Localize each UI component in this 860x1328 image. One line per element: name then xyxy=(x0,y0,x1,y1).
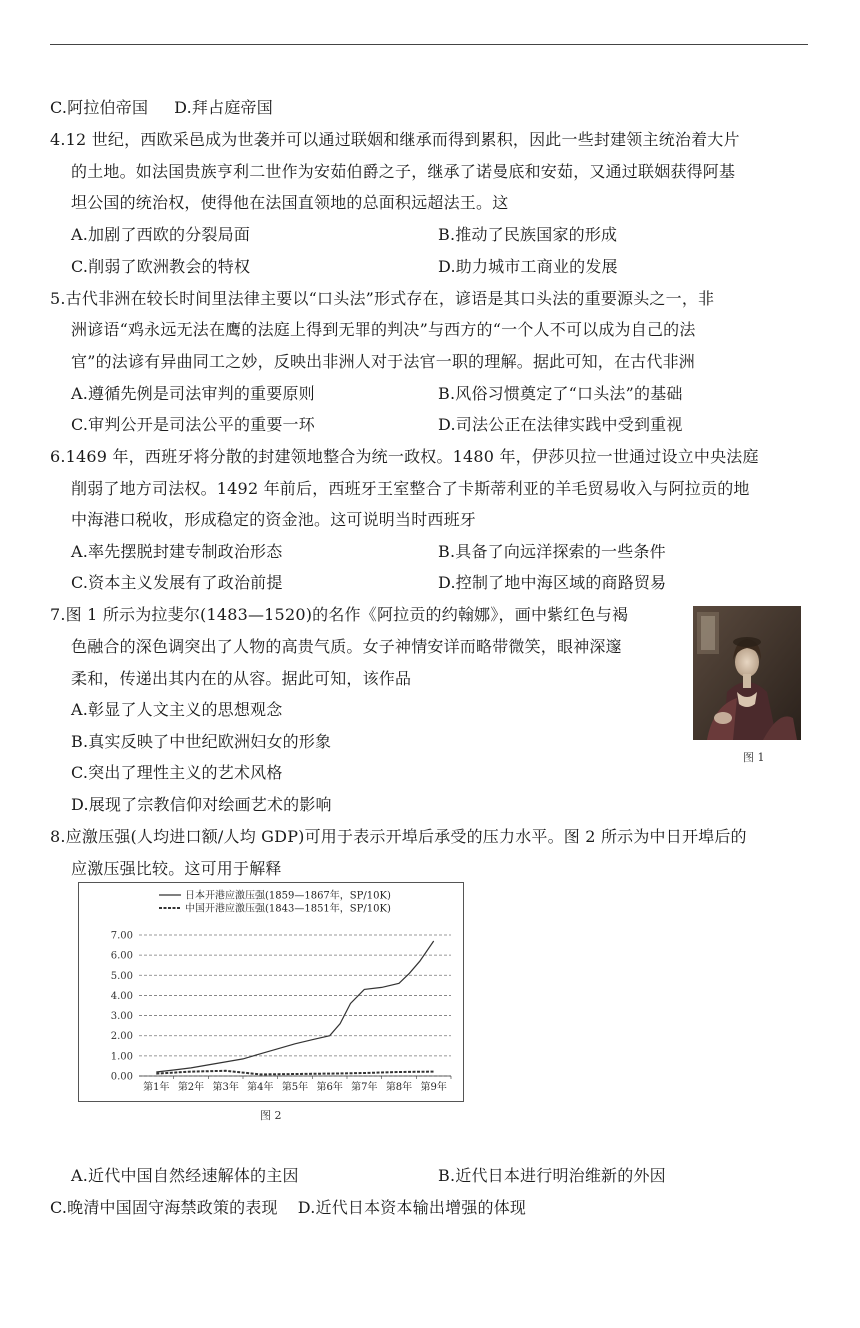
x-tick-label-6: 第7年 xyxy=(351,1082,378,1093)
y-tick-label-4: 4.00 xyxy=(110,990,133,1002)
portrait-image xyxy=(693,606,801,740)
q7-stem-line-1: 7.图 1 所示为拉斐尔(1483—1520)的名作《阿拉贡的约翰娜》，画中紫红色与褐 xyxy=(50,605,629,624)
q5-stem-line-1: 5.古代非洲在较长时间里法律主要以“口头法”形式存在，谚语是其口头法的重要源头之一，非 xyxy=(50,289,715,308)
y-tick-label-3: 3.00 xyxy=(110,1011,133,1023)
q8-option-a[interactable]: A.近代中国自然经速解体的主因 xyxy=(71,1166,299,1185)
q7-option-d[interactable]: D.展现了宗教信仰对绘画艺术的影响 xyxy=(71,795,332,814)
q6-option-d[interactable]: D.控制了地中海区域的商路贸易 xyxy=(438,573,667,592)
q4-option-a[interactable]: A.加剧了西欧的分裂局面 xyxy=(71,225,251,244)
q3-option-d[interactable]: D.拜占庭帝国 xyxy=(174,98,273,117)
q6-option-b[interactable]: B.具备了向远洋探索的一些条件 xyxy=(438,542,666,561)
q7-stem-line-2: 色融合的深色调突出了人物的高贵气质。女子神情安详而略带微笑，眼神深邃 xyxy=(71,637,622,656)
q8-stem-line-2: 应激压强比较。这可用于解释 xyxy=(71,859,282,878)
q4-option-c[interactable]: C.削弱了欧洲教会的特权 xyxy=(71,257,251,276)
q4-option-b[interactable]: B.推动了民族国家的形成 xyxy=(438,225,618,244)
q4-stem-line-1: 4.12 世纪，西欧采邑成为世袭并可以通过联姻和继承而得到累积，因此一些封建领主统治着大片 xyxy=(50,130,740,149)
q8-option-b[interactable]: B.近代日本进行明治维新的外因 xyxy=(438,1166,666,1185)
stress-pressure-chart xyxy=(78,882,464,1102)
x-tick-label-7: 第8年 xyxy=(385,1082,413,1093)
q7-option-b[interactable]: B.真实反映了中世纪欧洲妇女的形象 xyxy=(71,732,332,751)
y-tick-label-1: 1.00 xyxy=(110,1051,133,1063)
q8-options-cd xyxy=(50,1198,526,1218)
figure-2-caption: 图 2 xyxy=(260,1109,282,1122)
q4-stem-line-2: 的土地。如法国贵族亨利二世作为安茹伯爵之子，继承了诺曼底和安茹，又通过联姻获得阿基 xyxy=(71,162,736,181)
x-tick-label-8: 第9年 xyxy=(420,1082,447,1093)
q7-stem-line-3: 柔和，传递出其内在的从容。据此可知，该作品 xyxy=(71,669,412,688)
y-tick-label-5: 5.00 xyxy=(110,970,133,982)
y-tick-label-2: 2.00 xyxy=(110,1031,133,1043)
q3-options xyxy=(50,98,273,118)
x-tick-label-4: 第5年 xyxy=(281,1082,309,1093)
q6-stem-line-1: 6.1469 年，西班牙将分散的封建领地整合为统一政权。1480 年，伊莎贝拉一世通过设立中央法庭 xyxy=(50,447,759,466)
q4-option-d[interactable]: D.助力城市工商业的发展 xyxy=(438,257,618,276)
q5-option-c[interactable]: C.审判公开是司法公平的重要一环 xyxy=(71,415,315,434)
q6-stem-line-2: 削弱了地方司法权。1492 年前后，西班牙王室整合了卡斯蒂利亚的羊毛贸易收入与阿拉贡的地 xyxy=(71,479,750,498)
q3-option-c[interactable]: C.阿拉伯帝国 xyxy=(50,98,149,117)
q8-stem-line-1: 8.应激压强(人均进口额/人均 GDP)可用于表示开埠后承受的压力水平。图 2 所示为中日开埠后的 xyxy=(50,827,747,846)
q5-stem-line-3: 官”的法谚有异曲同工之妙，反映出非洲人对于法官一职的理解。据此可知，在古代非洲 xyxy=(71,352,695,371)
q5-option-b[interactable]: B.风俗习惯奠定了“口头法”的基础 xyxy=(438,384,683,403)
legend-label-0: 日本开港应激压强(1859—1867年，SP/10K) xyxy=(185,890,391,902)
series-line-1 xyxy=(156,1071,433,1075)
q7-option-c[interactable]: C.突出了理性主义的艺术风格 xyxy=(71,763,283,782)
q5-option-d[interactable]: D.司法公正在法律实践中受到重视 xyxy=(438,415,683,434)
chart-svg xyxy=(79,883,463,1101)
x-tick-label-2: 第3年 xyxy=(212,1082,239,1093)
q7-option-a[interactable]: A.彰显了人文主义的思想观念 xyxy=(71,700,283,719)
q4-stem-line-3: 坦公国的统治权，使得他在法国直领地的总面积远超法王。这 xyxy=(71,193,509,212)
x-tick-label-3: 第4年 xyxy=(247,1082,274,1093)
q8-option-c[interactable]: C.晚清中国固守海禁政策的表现 xyxy=(50,1198,278,1217)
header-rule xyxy=(50,44,808,45)
figure-1-caption: 图 1 xyxy=(743,751,765,764)
x-tick-label-1: 第2年 xyxy=(177,1082,205,1093)
q5-option-a[interactable]: A.遵循先例是司法审判的重要原则 xyxy=(71,384,315,403)
q8-option-d[interactable]: D.近代日本资本输出增强的体现 xyxy=(297,1198,527,1217)
y-tick-label-7: 7.00 xyxy=(110,930,133,942)
series-line-0 xyxy=(156,941,433,1072)
q6-option-c[interactable]: C.资本主义发展有了政治前提 xyxy=(71,573,283,592)
legend-label-1: 中国开港应激压强(1843—1851年，SP/10K) xyxy=(185,903,391,915)
x-tick-label-5: 第6年 xyxy=(316,1082,343,1093)
q5-stem-line-2: 洲谚语“鸡永远无法在鹰的法庭上得到无罪的判决”与西方的“一个人不可以成为自己的法 xyxy=(71,320,696,339)
q6-option-a[interactable]: A.率先摆脱封建专制政治形态 xyxy=(71,542,283,561)
x-tick-label-0: 第1年 xyxy=(143,1082,170,1093)
q6-stem-line-3: 中海港口税收，形成稳定的资金池。这可说明当时西班牙 xyxy=(71,510,477,529)
y-tick-label-0: 0.00 xyxy=(110,1071,133,1083)
painting-figure xyxy=(693,606,801,740)
y-tick-label-6: 6.00 xyxy=(110,950,133,962)
